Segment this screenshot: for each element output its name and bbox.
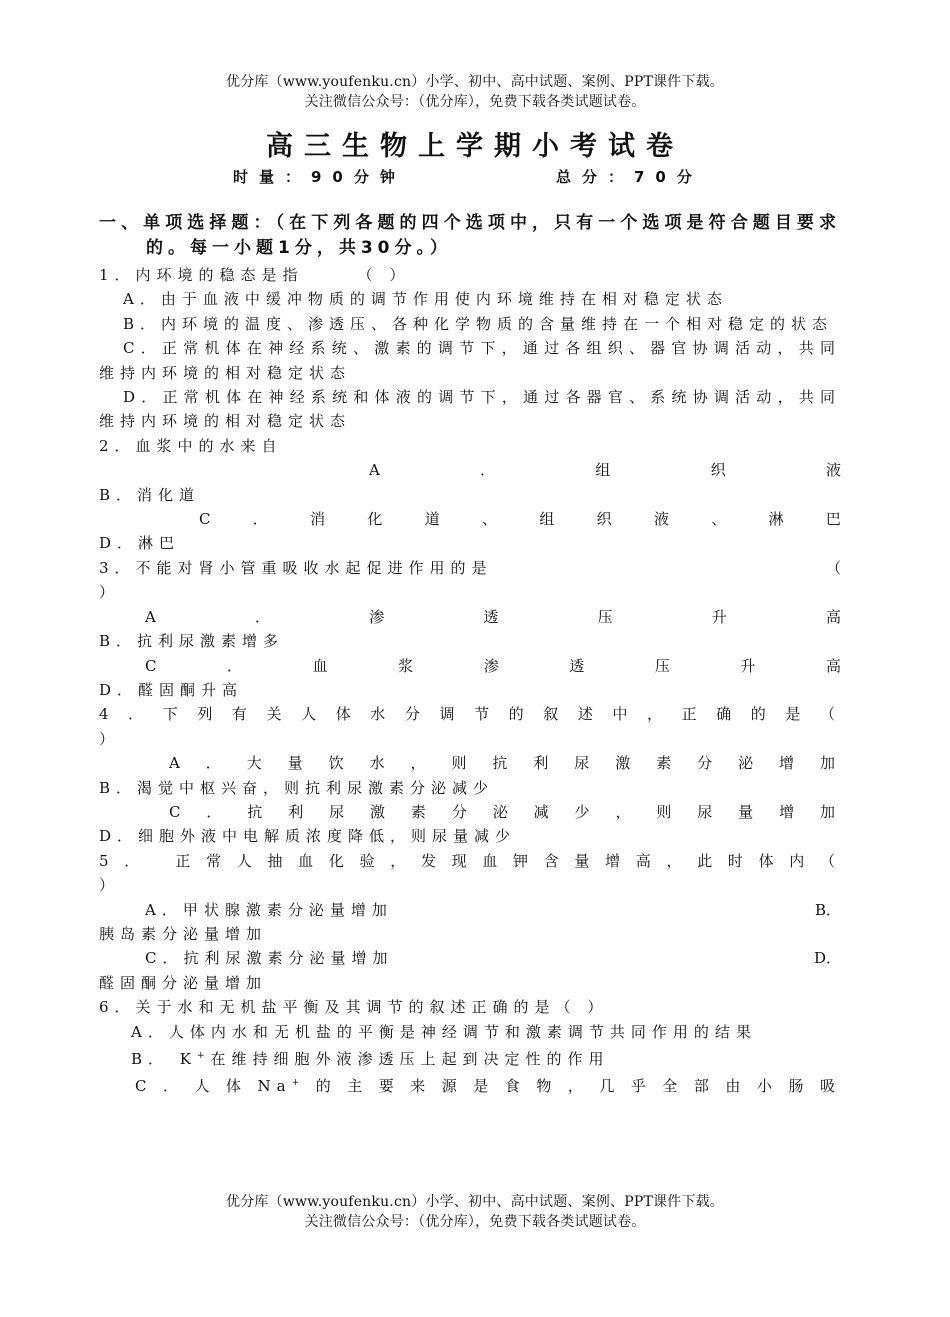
question-1-stem: 1．内环境的稳态是指 <box>99 266 304 284</box>
question-1-option-b: B．内环境的温度、渗透压、各种化学物质的含量维持在一个相对稳定的状态 <box>123 314 834 333</box>
question-3-stem: 3．不能对肾小管重吸收水起促进作用的是 <box>99 558 493 577</box>
question-5-bracket-close: ） <box>99 876 121 895</box>
question-5-option-a-line <box>99 898 841 922</box>
question-1-bracket: （ ） <box>357 266 411 284</box>
question-2-option-c: C ． 消 化 道 、 组 织 液 、 淋 巴 <box>199 510 841 529</box>
header-line-1: 优分库（www.youfenku.cn）小学、初中、高中试题、案例、PPT课件下载。 <box>226 74 724 90</box>
question-5-option-d-label: D． <box>813 949 841 968</box>
exam-title: 高三生物上学期小考试卷 <box>266 131 684 162</box>
question-1-option-a: A．由于血液中缓冲物质的调节作用使内环境维持在相对稳定状态 <box>123 290 728 309</box>
question-2-stem: 2．血浆中的水来自 <box>99 436 283 455</box>
question-4-stem: 4．下列有关人体水分调节的叙述中，正确的是（ <box>99 705 841 724</box>
exam-score: 总分：70分 <box>556 168 703 186</box>
question-4-option-c: C．抗利尿激素分泌减少，则尿量增加 <box>169 802 841 821</box>
footer-line-2: 关注微信公众号：（优分库），免费下载各类试题试卷。 <box>304 1214 646 1230</box>
section-heading: 一、单项选择题：（在下列各题的四个选项中，只有一个选项是符合题目要求的。每一小题1分，共30分。） <box>99 213 841 258</box>
question-6-option-c: C．人体Na+的主要来源是食物，几乎全部由小肠吸 <box>135 1077 841 1096</box>
exam-time: 时量：90分钟 <box>233 168 406 186</box>
question-5-option-c-line <box>99 946 841 970</box>
question-3-stem-line <box>99 556 841 580</box>
question-3-option-a: A ． 渗 透 压 升 高 <box>145 607 841 626</box>
question-3-bracket-close: ） <box>99 583 121 602</box>
question-5-option-b: 胰岛素分泌量增加 <box>99 924 268 943</box>
exam-content <box>99 211 841 1099</box>
question-1 <box>99 263 841 287</box>
question-5-option-c: C．抗利尿激素分泌量增加 <box>145 949 394 968</box>
question-3-option-d: D．醛固酮升高 <box>99 680 244 699</box>
question-3-option-c: C ． 血 浆 渗 透 压 升 高 <box>145 656 841 675</box>
question-6-stem: 6．关于水和无机盐平衡及其调节的叙述正确的是（ ） <box>99 998 609 1017</box>
question-5-option-a: A．甲状腺激素分泌量增加 <box>145 900 393 919</box>
question-5-option-d: 醛固酮分泌量增加 <box>99 973 268 992</box>
header-line-2: 关注微信公众号：（优分库），免费下载各类试题试卷。 <box>304 94 646 110</box>
question-4-option-d: D．细胞外液中电解质浓度降低，则尿量减少 <box>99 827 517 846</box>
footer-line-1: 优分库（www.youfenku.cn）小学、初中、高中试题、案例、PPT课件下载。 <box>226 1194 724 1210</box>
question-2-option-a: A ． 组 织 液 <box>369 461 841 480</box>
question-2-option-d: D．淋巴 <box>99 534 181 553</box>
question-3-bracket-open: （ <box>825 558 841 577</box>
question-2-option-b: B．消化道 <box>99 485 201 504</box>
question-3-option-b: B．抗利尿激素增多 <box>99 632 285 651</box>
question-1-option-d: D．正常机体在神经系统和体液的调节下，通过各器官、系统协调活动，共同维持内环境的相对稳定状态 <box>99 388 841 431</box>
question-6-option-a: A．人体内水和无机盐的平衡是神经调节和激素调节共同作用的结果 <box>131 1022 757 1041</box>
question-6-option-b: B． K+在维持细胞外液渗透压上起到决定性的作用 <box>131 1050 610 1068</box>
question-4-option-b: B．渴觉中枢兴奋，则抗利尿激素分泌减少 <box>99 778 495 797</box>
question-5-stem: 5． 正常人抽血化验，发现血钾含量增高，此时体内（ <box>99 851 841 870</box>
question-1-option-c: C．正常机体在神经系统、激素的调节下，通过各组织、器官协调活动，共同维持内环境的相对稳定状态 <box>99 339 841 382</box>
question-5-option-b-label: B． <box>814 900 841 919</box>
question-4-option-a: A．大量饮水，则抗利尿激素分泌增加 <box>169 754 841 773</box>
question-4-bracket-close: ） <box>99 729 121 748</box>
